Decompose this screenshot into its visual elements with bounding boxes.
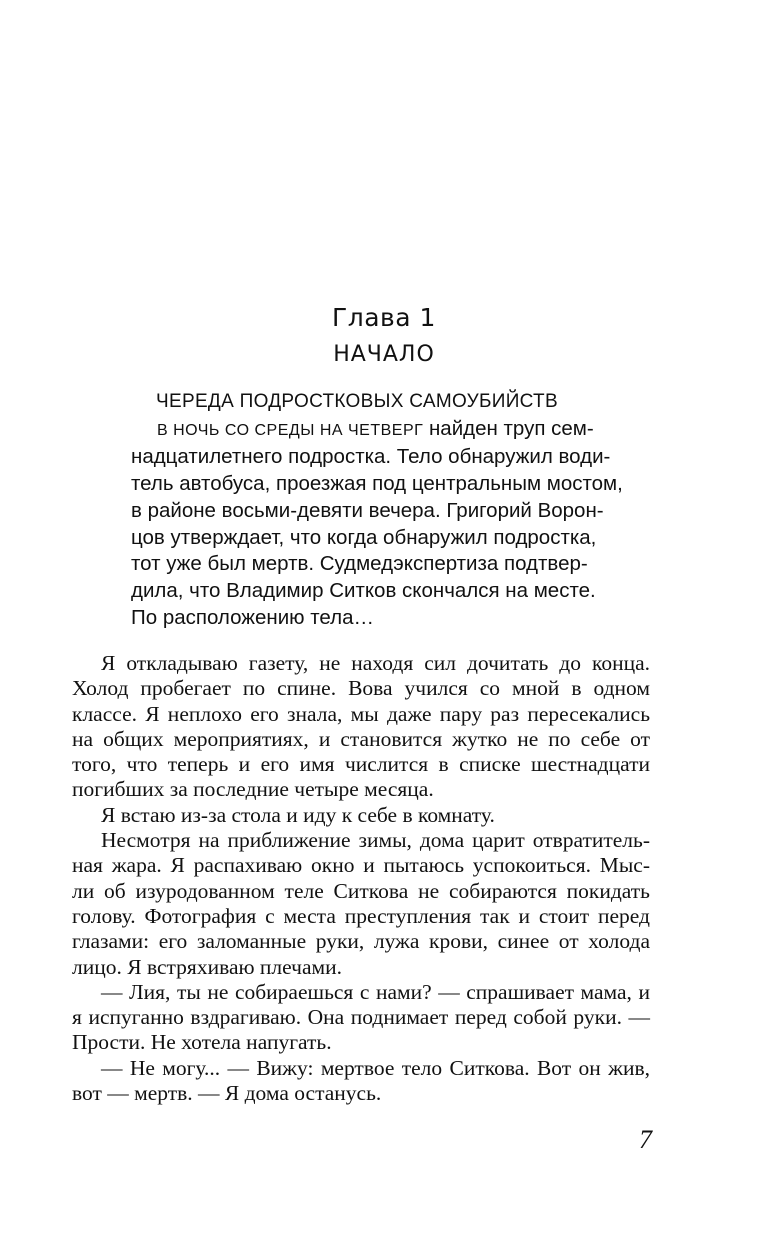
newspaper-line: в районе восьми-девяти вечера. Григорий Ворон- (131, 498, 604, 522)
story-line: Холод пробегает по спине. Вова учился со мной в одном (72, 676, 650, 701)
story-line: классе. Я неплохо его знала, мы даже пару раз пересекались (72, 701, 650, 726)
story-text (72, 651, 650, 1106)
chapter-title: НАЧАЛО (333, 342, 435, 367)
newspaper-lead-caps: В НОЧЬ СО СРЕДЫ НА ЧЕТВЕРГ (157, 421, 424, 439)
newspaper-headline: ЧЕРЕДА ПОДРОСТКОВЫХ САМОУБИЙСТВ (156, 391, 558, 412)
story-line: вот — мертв. — Я дома останусь. (72, 1081, 382, 1106)
story-line: Я откладываю газету, не находя сил дочитать до конца. (101, 651, 650, 675)
page-number: 7 (639, 1125, 652, 1154)
newspaper-line-text: найден труп сем- (423, 416, 594, 440)
story-line: того, что теперь и его имя числится в списке шестнадцати (72, 752, 650, 777)
newspaper-line: тель автобуса, проезжая под центральным мостом, (131, 472, 623, 496)
story-line: глазами: его заломанные руки, лужа крови, синее от холода (72, 929, 650, 954)
story-line: я испуганно вздрагиваю. Она поднимает перед собой руки. — (72, 1005, 650, 1030)
story-line: ли об изуродованном теле Ситкова не собираются покидать (72, 878, 650, 903)
newspaper-line: тот уже был мертв. Судмедэкспертиза подтвер- (131, 552, 588, 576)
chapter-number: Глава 1 (332, 303, 436, 332)
newspaper-line: цов утверждает, что когда обнаружил подростка, (131, 525, 597, 549)
newspaper-line: дила, что Владимир Ситков скончался на месте. (131, 578, 596, 602)
story-line: на общих мероприятиях, и становится жутко не по себе от (72, 726, 650, 751)
story-line: — Лия, ты не собираешься с нами? — спрашивает мама, и (101, 979, 650, 1004)
newspaper-excerpt (131, 389, 623, 631)
story-line: погибших за последние четыре месяца. (72, 777, 434, 802)
story-line: лицо. Я встряхиваю плечами. (72, 954, 343, 979)
newspaper-line: надцатилетнего подростка. Тело обнаружил води- (131, 445, 611, 469)
story-line: Прости. Не хотела напугать. (72, 1030, 332, 1055)
story-line: ная жара. Я распахиваю окно и пытаюсь успокоиться. Мыс- (72, 853, 650, 878)
newspaper-line (131, 416, 594, 445)
story-line: голову. Фотография с места преступления так и стоит перед (72, 903, 650, 928)
newspaper-line: По расположению тела… (131, 605, 374, 629)
story-line: Несмотря на приближение зимы, дома царит отвратитель- (101, 828, 650, 853)
story-line: — Не могу... — Вижу: мертвое тело Ситкова. Вот он жив, (101, 1055, 650, 1080)
story-line: Я встаю из-за стола и иду к себе в комнату. (101, 802, 495, 827)
